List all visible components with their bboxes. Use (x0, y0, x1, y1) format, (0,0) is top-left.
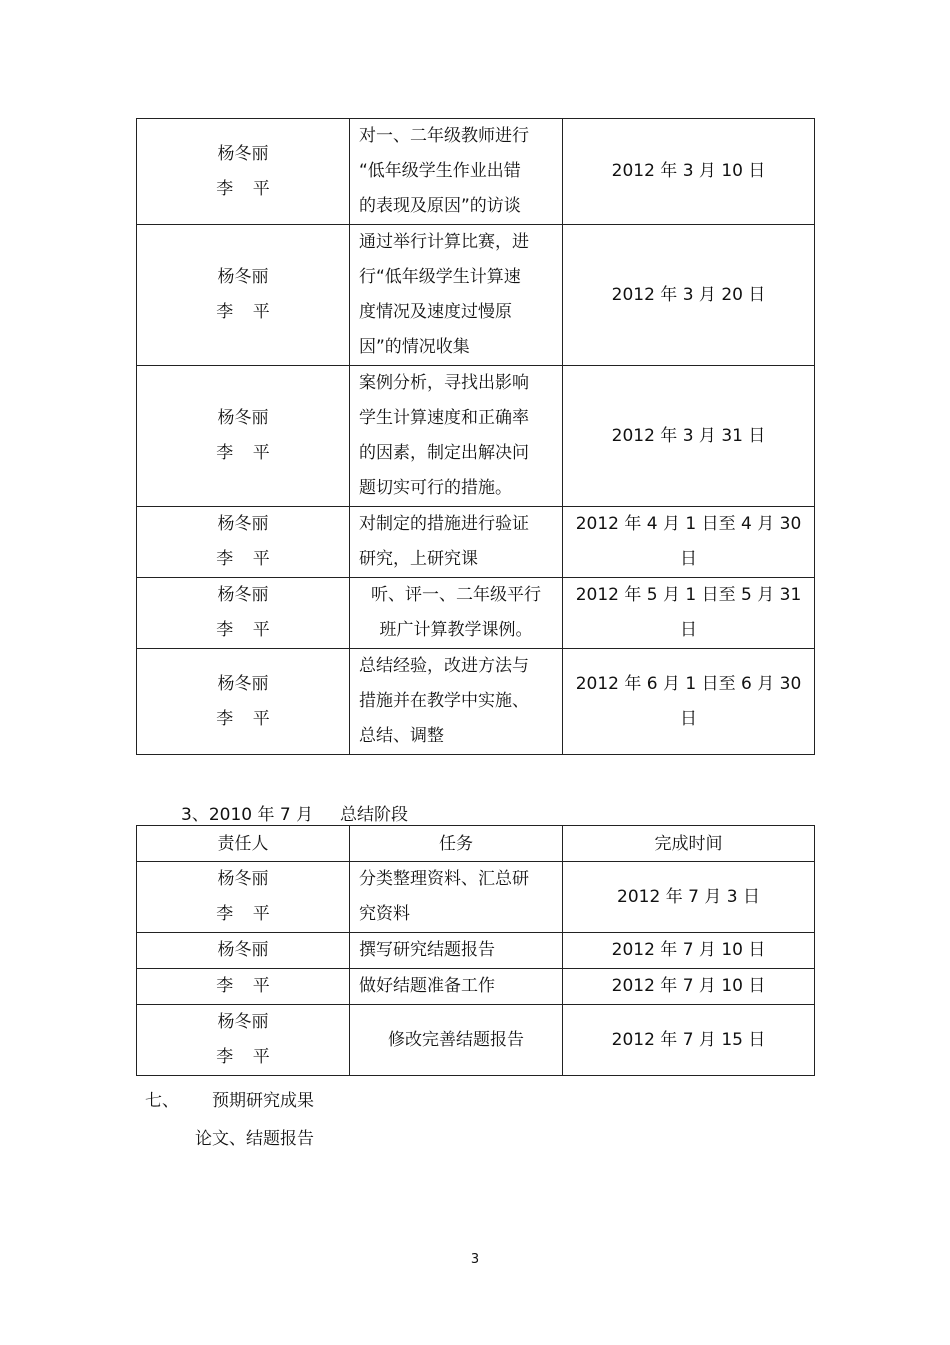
section-3-number-text: 3、2010 年 7 月 (181, 805, 314, 825)
date-line: 2012 年 5 月 1 日至 5 月 31 (575, 585, 802, 605)
header-task: 任务 (350, 826, 563, 862)
person-cell (137, 862, 350, 933)
date-cell (563, 507, 815, 578)
task-line: 究资料 (359, 904, 410, 924)
task-line: 的因素，制定出解决问 (359, 443, 529, 463)
task-line: 案例分析，寻找出影响 (359, 373, 529, 393)
task-cell (350, 119, 563, 225)
person-cell (137, 969, 350, 1005)
schedule-table-1 (136, 118, 815, 755)
task-line: 总结经验，改进方法与 (359, 656, 529, 676)
person-name: 李 平 (216, 549, 270, 569)
section-3-title: 总结阶段 (340, 805, 408, 825)
table-row (137, 366, 815, 507)
person-cell (137, 119, 350, 225)
task-cell (350, 862, 563, 933)
date-line: 2012 年 3 月 20 日 (611, 284, 766, 305)
task-line: 通过举行计算比赛，进 (359, 232, 529, 252)
page-number: 3 (470, 1252, 480, 1267)
person-cell (137, 649, 350, 755)
person-name: 李 平 (216, 178, 270, 199)
date-cell: 2012 年 7 月 10 日 (563, 969, 815, 1005)
task-cell (350, 366, 563, 507)
task-line: 撰写研究结题报告 (359, 940, 495, 960)
task-line: 题切实可行的措施。 (359, 478, 512, 498)
table-row (137, 862, 815, 933)
section-7-content: 论文、结题报告 (195, 1129, 314, 1149)
person-cell (137, 225, 350, 366)
task-line: 听、评一、二年级平行 (371, 585, 541, 605)
task-line: 对一、二年级教师进行 (359, 126, 529, 146)
table-header-row (137, 826, 815, 862)
person-name: 杨冬丽 (217, 514, 269, 534)
header-person: 责任人 (137, 826, 350, 862)
date-cell (563, 225, 815, 366)
table-row (137, 225, 815, 366)
person-name: 杨冬丽 (217, 869, 269, 889)
task-line: “低年级学生作业出错 (359, 161, 521, 181)
section-7-title: 预期研究成果 (212, 1091, 314, 1111)
person-name: 李 平 (216, 976, 270, 996)
table-row (137, 969, 815, 1005)
person-cell (137, 507, 350, 578)
date-line: 日 (680, 620, 697, 640)
table-row (137, 933, 815, 969)
person-name: 李 平 (216, 302, 270, 322)
date-cell (563, 578, 815, 649)
header-date: 完成时间 (563, 826, 815, 862)
task-line: 度情况及速度过慢原 (359, 302, 512, 322)
person-cell (137, 578, 350, 649)
task-line: 总结、调整 (359, 726, 444, 746)
table-row (137, 507, 815, 578)
task-cell (350, 225, 563, 366)
person-name: 李 平 (216, 620, 270, 640)
person-cell (137, 933, 350, 969)
person-cell (137, 366, 350, 507)
task-cell (350, 649, 563, 755)
table-row (137, 649, 815, 755)
person-name: 李 平 (216, 904, 270, 924)
person-name: 杨冬丽 (217, 673, 269, 694)
task-line: 学生计算速度和正确率 (359, 408, 529, 428)
person-name: 杨冬丽 (217, 267, 269, 287)
task-line: 做好结题准备工作 (359, 976, 495, 996)
date-cell (563, 366, 815, 507)
task-line: 对制定的措施进行验证 (359, 514, 529, 534)
task-line: 研究，上研究课 (359, 549, 478, 569)
date-line: 2012 年 3 月 10 日 (611, 161, 766, 181)
task-line: 分类整理资料、汇总研 (359, 869, 529, 889)
task-cell (350, 933, 563, 969)
date-line: 日 (680, 708, 697, 729)
person-name: 杨冬丽 (217, 408, 269, 428)
section-3-number (181, 800, 313, 825)
person-name: 杨冬丽 (217, 585, 269, 605)
person-name: 李 平 (216, 1047, 270, 1067)
date-cell (563, 649, 815, 755)
table-row (137, 119, 815, 225)
date-line: 2012 年 6 月 1 日至 6 月 30 (575, 673, 802, 694)
section-7-number: 七、 (145, 1091, 179, 1111)
task-cell (350, 1005, 563, 1076)
person-name: 杨冬丽 (217, 143, 269, 164)
table-row (137, 1005, 815, 1076)
task-cell (350, 969, 563, 1005)
task-line: 班广计算教学课例。 (379, 620, 533, 640)
person-cell (137, 1005, 350, 1076)
date-cell: 2012 年 7 月 10 日 (563, 933, 815, 969)
task-cell (350, 507, 563, 578)
date-cell: 2012 年 7 月 3 日 (563, 862, 815, 933)
table-row (137, 578, 815, 649)
date-line: 日 (680, 549, 697, 569)
task-line: 因”的情况收集 (359, 337, 470, 357)
person-name: 李 平 (216, 443, 270, 463)
date-line: 2012 年 4 月 1 日至 4 月 30 (575, 514, 802, 534)
schedule-table-2 (136, 825, 815, 1076)
task-line: 措施并在教学中实施、 (359, 691, 529, 711)
task-line: 修改完善结题报告 (388, 1029, 524, 1050)
date-cell (563, 119, 815, 225)
task-cell (350, 578, 563, 649)
person-name: 李 平 (216, 708, 270, 729)
date-cell: 2012 年 7 月 15 日 (563, 1005, 815, 1076)
person-name: 杨冬丽 (217, 1012, 269, 1032)
task-line: 行“低年级学生计算速 (359, 267, 521, 287)
date-line: 2012 年 3 月 31 日 (611, 425, 766, 446)
task-line: 的表现及原因”的访谈 (359, 196, 521, 216)
person-name: 杨冬丽 (217, 940, 269, 960)
